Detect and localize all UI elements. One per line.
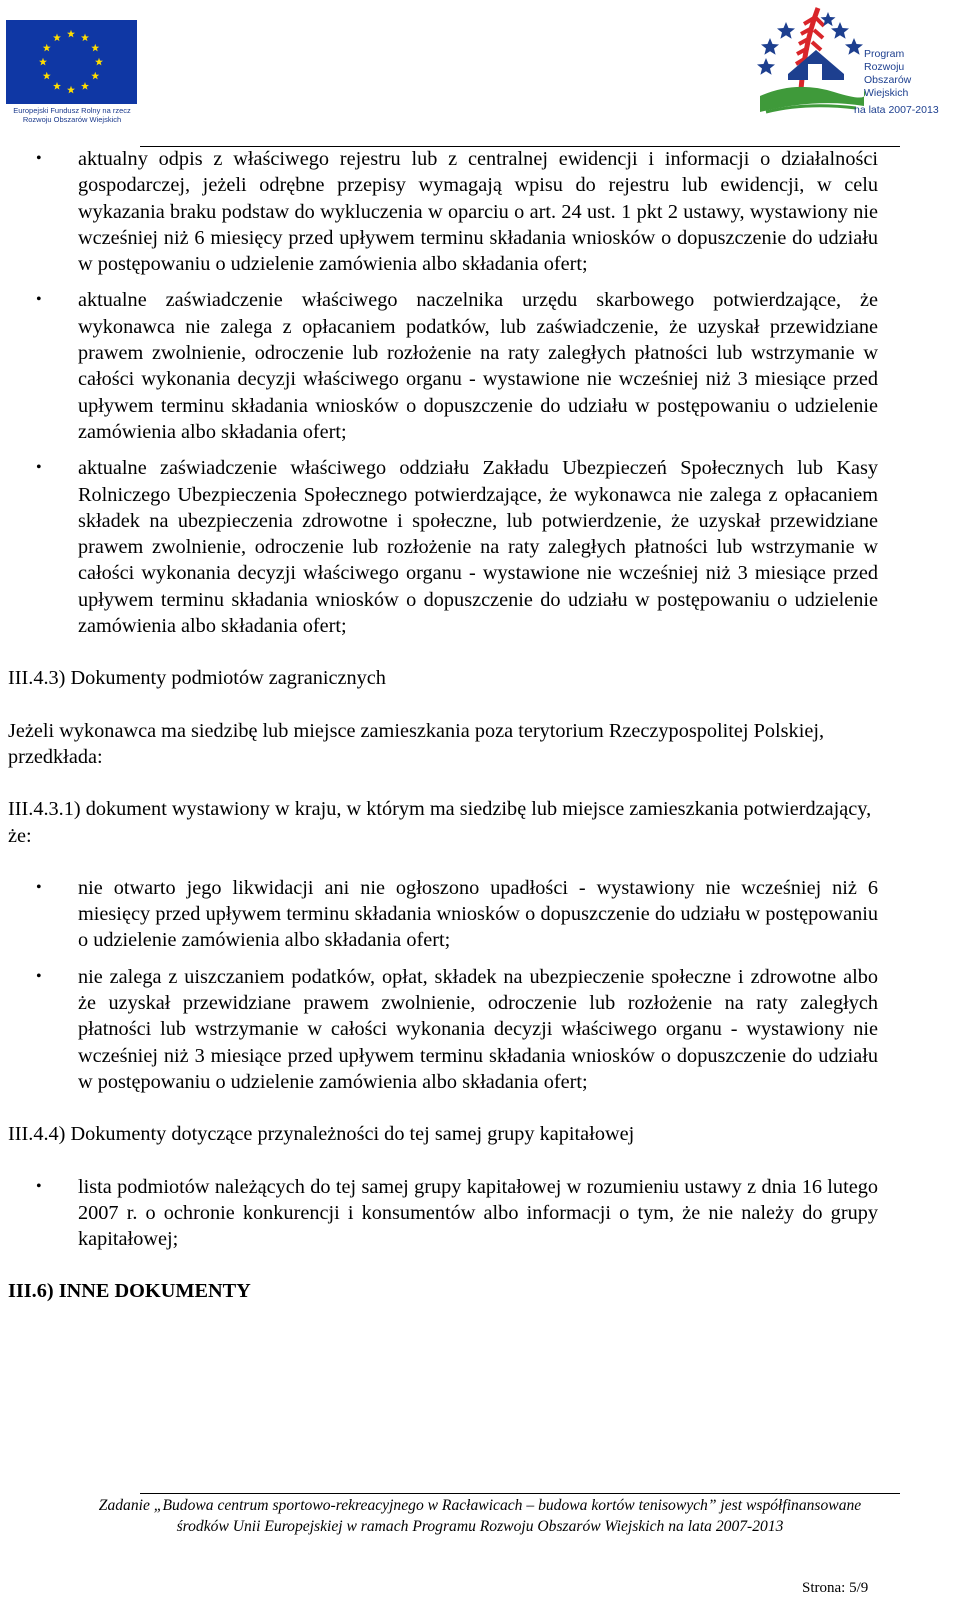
spacer [8, 1095, 878, 1121]
footer-divider [140, 1493, 900, 1494]
paragraph-foreign: Jeżeli wykonawca ma siedzibę lub miejsce zamieszkania poza terytorium Rzeczypospolitej Polskiej, przedkłada: [8, 719, 825, 768]
list-item [8, 287, 878, 445]
footer-line2: środków Unii Europejskiej w ramach Programu Rozwoju Obszarów Wiejskich na lata 2007-2013 [176, 1517, 784, 1535]
bullet-list-group [8, 1174, 878, 1253]
spacer [8, 770, 878, 796]
prow-line1: Program [864, 48, 905, 60]
list-item [8, 875, 878, 954]
eu-star-icon [43, 72, 51, 80]
list-item [8, 1174, 878, 1253]
eu-star-icon [95, 58, 103, 66]
eu-stars-icon [6, 20, 137, 104]
spacer [8, 849, 878, 875]
section-heading-4-3: III.4.3) Dokumenty podmiotów zagranicznych [8, 667, 386, 690]
document-body [8, 146, 878, 1305]
bullet-icon: • [36, 1177, 42, 1195]
prow-logo-text [864, 48, 911, 100]
eu-star-icon [91, 72, 99, 80]
prow-line2: Rozwoju [864, 61, 905, 73]
prow-line4: Wiejskich [864, 87, 909, 99]
spacer [8, 1148, 878, 1174]
paragraph-4-3-1: III.4.3.1) dokument wystawiony w kraju, w którym ma siedzibę lub miejsce zamieszkania potwierdzający, że: [8, 798, 872, 847]
list-item [8, 964, 878, 1095]
bullet-list-documents [8, 146, 878, 639]
page-footer [0, 1496, 960, 1537]
spacer [8, 954, 878, 964]
eu-caption-line1: Europejski Fundusz Rolny na rzecz [13, 106, 131, 115]
spacer [8, 277, 878, 287]
section-heading-6: III.6) INNE DOKUMENTY [8, 1280, 251, 1303]
eu-star-icon [91, 44, 99, 52]
spacer [8, 1252, 878, 1278]
list-item-text: aktualne zaświadczenie właściwego naczelnika urzędu skarbowego potwierdzające, że wykonawca nie zalega z opłacaniem podatków, lub zaświadczenie, że uzyskał przewidziane prawem zwolnienie, odroczenie lub rozłożenie na raty zaległych płatności lub wstrzymanie w całości wykonania decyzji właściwego organu - wystawione nie wcześniej niż 3 miesiące przed upływem terminu składania wniosków o dopuszczenie do udziału w postępowaniu o udzielenie zamówienia albo składania ofert; [78, 289, 878, 443]
eu-logo-caption [8, 106, 136, 124]
eu-star-icon [67, 86, 75, 94]
spacer [8, 445, 878, 455]
eu-star-icon [53, 82, 61, 90]
bullet-list-foreign [8, 875, 878, 1095]
list-item [8, 146, 878, 277]
prow-emblem-icon [756, 4, 866, 122]
page-header [0, 0, 960, 148]
spacer [8, 639, 878, 665]
bullet-icon: • [36, 291, 42, 309]
bullet-icon: • [36, 967, 42, 985]
eu-star-icon [39, 58, 47, 66]
prow-years: na lata 2007-2013 [854, 104, 939, 116]
eu-star-icon [67, 30, 75, 38]
list-item-text: aktualny odpis z właściwego rejestru lub z centralnej ewidencji i informacji o działalności gospodarczej, jeżeli odrębne przepisy wymagają wpisu do rejestru lub ewidencji, w celu wykazania braku podstaw do wykluczenia w oparciu o art. 24 ust. 1 pkt 2 ustawy, wystawiony nie wcześniej niż 6 miesięcy przed upływem terminu składania wniosków o dopuszczenie do udziału w postępowaniu o udzielenie zamówienia albo składania ofert; [78, 148, 878, 276]
bullet-icon: • [36, 459, 42, 477]
eu-star-icon [81, 82, 89, 90]
prow-line3: Obszarów [864, 74, 912, 86]
eu-logo [6, 20, 137, 125]
list-item-text: nie otwarto jego likwidacji ani nie ogłoszono upadłości - wystawiony nie wcześniej niż 6 miesięcy przed upływem terminu składania wniosków o dopuszczenie do udziału w postępowaniu o udzielenie zamówienia albo składania ofert; [78, 876, 878, 952]
list-item-text: lista podmiotów należących do tej samej grupy kapitałowej w rozumieniu ustawy z dnia 16 lutego 2007 r. o ochronie konkurencji i konsumentów albo informacji o tym, że nie należy do grupy kapitałowej; [78, 1175, 878, 1251]
footer-line1: Zadanie „Budowa centrum sportowo-rekreacyjnego w Racławicach – budowa kortów tenisowych” jest współfinansowane [98, 1497, 862, 1514]
bullet-icon: • [36, 150, 42, 167]
list-item [8, 455, 878, 639]
prow-logo [756, 4, 956, 122]
bullet-icon: • [36, 878, 42, 896]
list-item-text: nie zalega z uiszczaniem podatków, opłat, składek na ubezpieczenie społeczne i zdrowotne albo że uzyskał przewidziane prawem zwolnienie, odroczenie lub rozłożenie na raty zaległych płatności lub wstrzymanie w całości wykonania decyzji właściwego organu - wystawiony nie wcześniej niż 3 miesiące przed upływem terminu składania wniosków o dopuszczenie do udziału w postępowaniu o udzielenie zamówienia albo składania ofert; [78, 965, 878, 1093]
eu-caption-line2: Rozwoju Obszarów Wiejskich [22, 115, 122, 124]
eu-star-icon [43, 44, 51, 52]
eu-star-icon [81, 34, 89, 42]
eu-star-icon [53, 34, 61, 42]
page-number: Strona: 5/9 [802, 1580, 869, 1596]
list-item-text: aktualne zaświadczenie właściwego oddziału Zakładu Ubezpieczeń Społecznych lub Kasy Rolniczego Ubezpieczenia Społecznego potwierdzające, że wykonawca nie zalega z opłacaniem składek na ubezpieczenia zdrowotne i społeczne, lub potwierdzenie, że uzyskał przewidziane prawem zwolnienie, odroczenie lub rozłożenie na raty zaległych płatności lub wstrzymanie w całości wykonania decyzji właściwego organu - wystawione nie wcześniej niż 3 miesiące przed upływem terminu składania wniosków o dopuszczenie do udziału w postępowaniu o udzielenie zamówienia albo składania ofert; [78, 457, 878, 638]
section-heading-4-4: III.4.4) Dokumenty dotyczące przynależności do tej samej grupy kapitałowej [8, 1123, 635, 1146]
spacer [8, 692, 878, 718]
eu-flag [6, 20, 137, 104]
